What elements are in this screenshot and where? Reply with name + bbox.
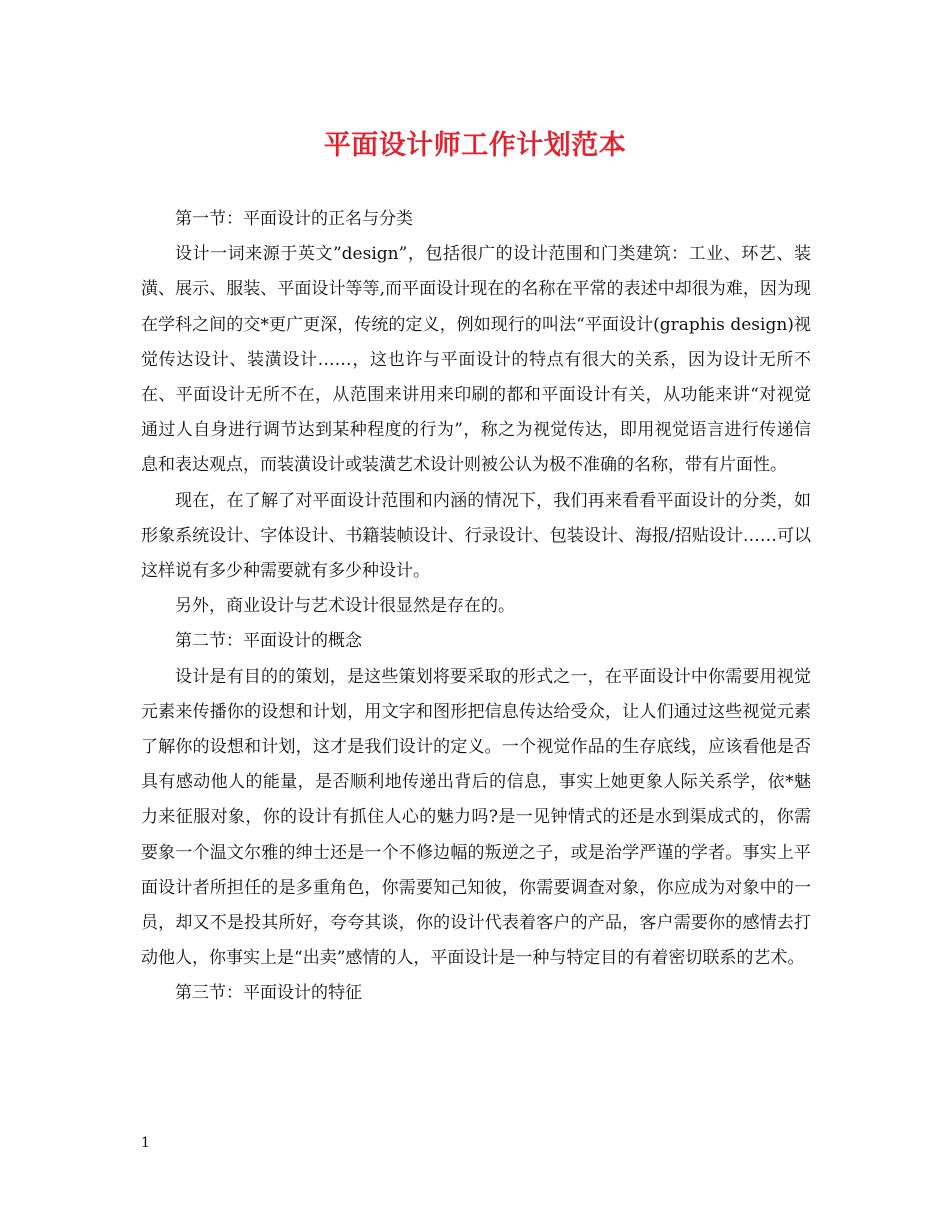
paragraph-design-definition: 设计一词来源于英文”design”，包括很广的设计范围和门类建筑：工业、环艺、装潢、展示、服装、平面设计等等,而平面设计现在的名称在平常的表述中却很为难，因为现在学科之间的交*更广更深，传统的定义，例如现行的叫法“平面设计(graphis design)视觉传达设计、装潢设计……，这也许与平面设计的特点有很大的关系，因为设计无所不在、平面设计无所不在，从范围来讲用来印刷的都和平面设计有关，从功能来讲“对视觉通过人自身进行调节达到某种程度的行为”，称之为视觉传达，即用视觉语言进行传递信息和表达观点，而装潢设计或装潢艺术设计则被公认为极不准确的名称，带有片面性。 bbox=[141, 244, 811, 476]
document-title: 平面设计师工作计划范本 bbox=[323, 130, 627, 161]
paragraph-commercial-art: 另外，商业设计与艺术设计很显然是存在的。 bbox=[175, 596, 515, 617]
section-heading-1: 第一节：平面设计的正名与分类 bbox=[175, 209, 413, 229]
paragraph-design-categories: 现在，在了解了对平面设计范围和内涵的情况下，我们再来看看平面设计的分类，如形象系统设计、字体设计、书籍装帧设计、行录设计、包装设计、海报/招贴设计……可以这样说有多少种需要就有多少种设计。 bbox=[141, 490, 811, 582]
page-number: 1 bbox=[141, 1135, 150, 1151]
section-heading-3: 第三节：平面设计的特征 bbox=[175, 983, 362, 1004]
document-body bbox=[141, 202, 811, 1012]
paragraph-design-concept: 设计是有目的的策划，是这些策划将要采取的形式之一，在平面设计中你需要用视觉元素来传播你的设想和计划，用文字和图形把信息传达给受众，让人们通过这些视觉元素了解你的设想和计划，这才是我们设计的定义。一个视觉作品的生存底线，应该看他是否具有感动他人的能量，是否顺利地传递出背后的信息，事实上她更象人际关系学，依*魅力来征服对象，你的设计有抓住人心的魅力吗?是一见钟情式的还是水到渠成式的，你需要象一个温文尔雅的绅士还是一个不修边幅的叛逆之子，或是治学严谨的学者。事实上平面设计者所担任的是多重角色，你需要知己知彼，你需要调查对象，你应成为对象中的一员，却又不是投其所好，夸夸其谈，你的设计代表着客户的产品，客户需要你的感情去打动他人，你事实上是“出卖”感情的人，平面设计是一种与特定目的有着密切联系的艺术。 bbox=[141, 666, 811, 969]
section-heading-2: 第二节：平面设计的概念 bbox=[175, 631, 362, 652]
